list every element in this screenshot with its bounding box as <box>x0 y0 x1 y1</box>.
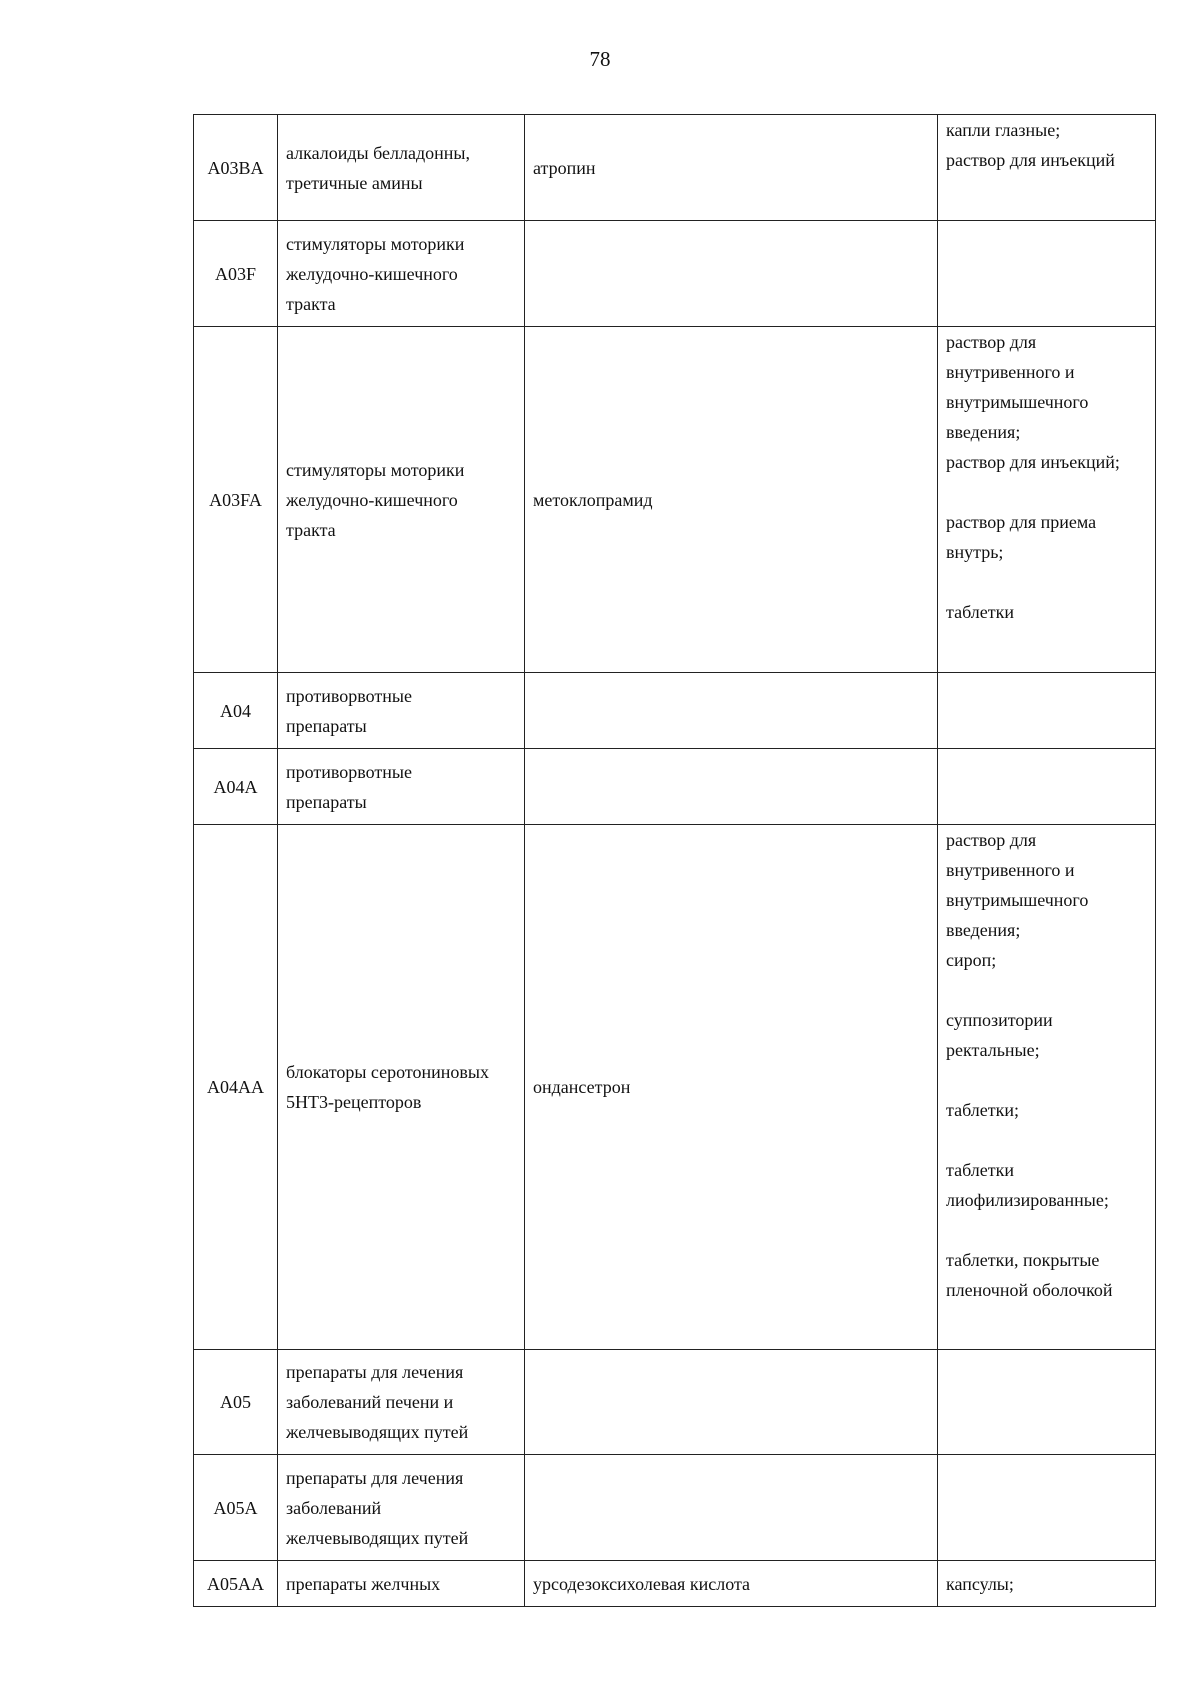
atc-code-cell: A05AA <box>194 1561 278 1607</box>
group-line: третичные амины <box>286 172 423 193</box>
drug-name-cell <box>525 673 938 749</box>
atc-code-cell: A04 <box>194 673 278 749</box>
table-row <box>194 825 1156 1350</box>
dosage-forms-cell <box>938 1350 1156 1455</box>
dosage-forms-cell <box>938 825 1156 1350</box>
atc-group-cell <box>278 825 525 1350</box>
group-line: препараты <box>286 715 367 736</box>
dosage-forms-cell <box>938 327 1156 673</box>
table-row <box>194 1561 1156 1607</box>
atc-code-cell: A03FA <box>194 327 278 673</box>
group-line: препараты <box>286 791 367 812</box>
atc-group-cell <box>278 1455 525 1561</box>
atc-code-cell: A03F <box>194 221 278 327</box>
form-line: раствор для <box>946 830 1037 850</box>
form-line: внутрь; <box>946 542 1004 562</box>
atc-group-cell <box>278 221 525 327</box>
drug-name-cell <box>525 749 938 825</box>
atc-group-cell <box>278 673 525 749</box>
dosage-forms-cell <box>938 1561 1156 1607</box>
dosage-forms-cell <box>938 221 1156 327</box>
form-line: ректальные; <box>946 1040 1040 1060</box>
group-line: препараты для лечения <box>286 1362 464 1382</box>
group-line: алкалоиды белладонны, <box>286 142 470 163</box>
group-line: препараты желчных <box>286 1573 441 1594</box>
atc-code-cell: A03BA <box>194 115 278 221</box>
atc-group-cell <box>278 1350 525 1455</box>
atc-code-cell: A05 <box>194 1350 278 1455</box>
group-line: желчевыводящих путей <box>286 1422 469 1442</box>
atc-code-cell: A05A <box>194 1455 278 1561</box>
form-gap <box>946 477 1147 507</box>
table-row <box>194 673 1156 749</box>
form-line: суппозитории <box>946 1010 1053 1030</box>
dosage-forms-cell <box>938 673 1156 749</box>
form-line: сироп; <box>946 950 997 970</box>
form-line: раствор для инъекций <box>946 150 1115 170</box>
drug-name-cell <box>525 1455 938 1561</box>
table-row <box>194 327 1156 673</box>
group-line: блокаторы серотониновых <box>286 1062 489 1082</box>
table-row <box>194 221 1156 327</box>
form-line: таблетки, покрытые <box>946 1250 1100 1270</box>
form-line: внутривенного и <box>946 362 1075 382</box>
table-row <box>194 1350 1156 1455</box>
group-line: стимуляторы моторики <box>286 459 465 480</box>
atc-group-cell <box>278 115 525 221</box>
group-line: желчевыводящих путей <box>286 1527 469 1548</box>
form-line: таблетки; <box>946 1100 1020 1120</box>
form-line: раствор для приема <box>946 512 1097 532</box>
group-line: стимуляторы моторики <box>286 233 465 254</box>
group-line: желудочно-кишечного <box>286 489 458 510</box>
form-gap <box>946 1125 1147 1155</box>
form-line: пленочной оболочкой <box>946 1280 1113 1300</box>
drug-name-cell: урсодезоксихолевая кислота <box>525 1561 938 1607</box>
group-line: желудочно-кишечного <box>286 263 458 284</box>
drug-name-cell: ондансетрон <box>525 825 938 1350</box>
atc-group-cell <box>278 749 525 825</box>
form-line: лиофилизированные; <box>946 1190 1109 1210</box>
form-line: внутримышечного <box>946 392 1089 412</box>
form-gap <box>946 1065 1147 1095</box>
form-line: введения; <box>946 422 1021 442</box>
form-line: раствор для инъекций; <box>946 452 1120 472</box>
atc-group-cell <box>278 327 525 673</box>
atc-code-cell: A04AA <box>194 825 278 1350</box>
form-line: внутривенного и <box>946 860 1075 880</box>
table-row <box>194 115 1156 221</box>
form-line: таблетки <box>946 1160 1015 1180</box>
page-number: 78 <box>589 47 611 71</box>
form-gap <box>946 1215 1147 1245</box>
form-gap <box>946 567 1147 597</box>
drug-name-cell: атропин <box>525 115 938 221</box>
form-gap <box>946 975 1147 1005</box>
dosage-forms-cell <box>938 1455 1156 1561</box>
form-line: капсулы; <box>946 1573 1014 1594</box>
group-line: противорвотные <box>286 761 412 782</box>
atc-code-cell: A04A <box>194 749 278 825</box>
dosage-forms-cell <box>938 749 1156 825</box>
form-line: таблетки <box>946 602 1015 622</box>
group-line: препараты для лечения <box>286 1467 464 1488</box>
dosage-forms-cell <box>938 115 1156 221</box>
group-line: тракта <box>286 293 336 314</box>
form-line: введения; <box>946 920 1021 940</box>
group-line: заболеваний <box>286 1497 382 1518</box>
atc-group-cell <box>278 1561 525 1607</box>
drug-name-cell <box>525 1350 938 1455</box>
group-line: 5HT3-рецепторов <box>286 1092 422 1112</box>
table-row <box>194 749 1156 825</box>
group-line: тракта <box>286 519 336 540</box>
table-row <box>194 1455 1156 1561</box>
form-line: раствор для <box>946 332 1037 352</box>
drug-name-cell: метоклопрамид <box>525 327 938 673</box>
group-line: заболеваний печени и <box>286 1392 454 1412</box>
drug-classification-table <box>193 114 1156 1607</box>
drug-name-cell <box>525 221 938 327</box>
form-line: внутримышечного <box>946 890 1089 910</box>
group-line: противорвотные <box>286 685 412 706</box>
form-line: капли глазные; <box>946 120 1061 140</box>
